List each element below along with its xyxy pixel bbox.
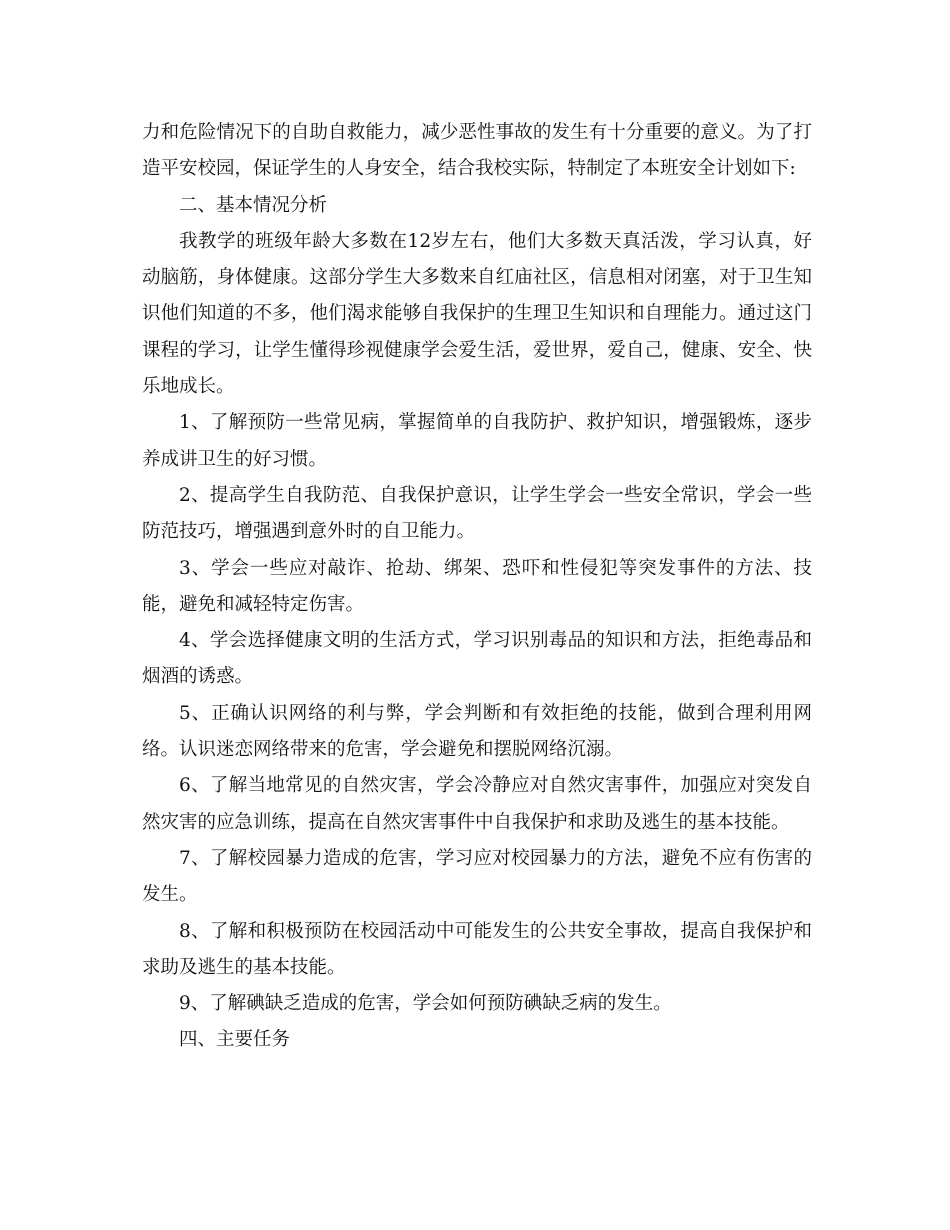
goal-item-4: 4、学会选择健康文明的生活方式，学习识别毒品的知识和方法，拒绝毒品和烟酒的诱惑。 xyxy=(142,630,812,688)
goal-item-3: 3、学会一些应对敲诈、抢劫、绑架、恐吓和性侵犯等突发事件的方法、技能，避免和减轻特定伤害。 xyxy=(142,557,812,615)
section-heading-basic-analysis: 二、基本情况分析 xyxy=(179,194,328,216)
section-heading-main-tasks: 四、主要任务 xyxy=(179,1029,291,1051)
document-body xyxy=(142,115,812,1059)
goal-item-8: 8、了解和积极预防在校园活动中可能发生的公共安全事故，提高自我保护和求助及逃生的基本技能。 xyxy=(142,920,812,978)
goal-item-5: 5、正确认识网络的利与弊，学会判断和有效拒绝的技能，做到合理利用网络。认识迷恋网络带来的危害，学会避免和摆脱网络沉溺。 xyxy=(142,702,812,761)
goal-item-6: 6、了解当地常见的自然灾害，学会冷静应对自然灾害事件，加强应对突发自然灾害的应急训练，提高在自然灾害事件中自我保护和求助及逃生的基本技能。 xyxy=(142,775,812,833)
goal-item-1: 1、了解预防一些常见病，掌握简单的自我防护、救护知识，增强锻炼，逐步养成讲卫生的好习惯。 xyxy=(142,412,812,470)
goal-item-7: 7、了解校园暴力造成的危害，学习应对校园暴力的方法，避免不应有伤害的发生。 xyxy=(142,847,812,906)
goal-item-9: 9、了解碘缺乏造成的危害，学会如何预防碘缺乏病的发生。 xyxy=(179,993,672,1015)
paragraph-class-analysis: 我教学的班级年龄大多数在12岁左右，他们大多数天真活泼，学习认真，好动脑筋，身体健康。这部分学生大多数来自红庙社区，信息相对闭塞，对于卫生知识他们知道的不多，他们渴求能够自我保护的生理卫生知识和自理能力。通过这门课程的学习，让学生懂得珍视健康学会爱生活，爱世界，爱自己，健康、安全、快乐地成长。 xyxy=(142,230,812,398)
goal-item-2: 2、提高学生自我防范、自我保护意识，让学生学会一些安全常识，学会一些防范技巧，增强遇到意外时的自卫能力。 xyxy=(142,484,812,543)
paragraph-intro-continued: 力和危险情况下的自助自救能力，减少恶性事故的发生有十分重要的意义。为了打造平安校园，保证学生的人身安全，结合我校实际，特制定了本班安全计划如下: xyxy=(142,122,812,180)
